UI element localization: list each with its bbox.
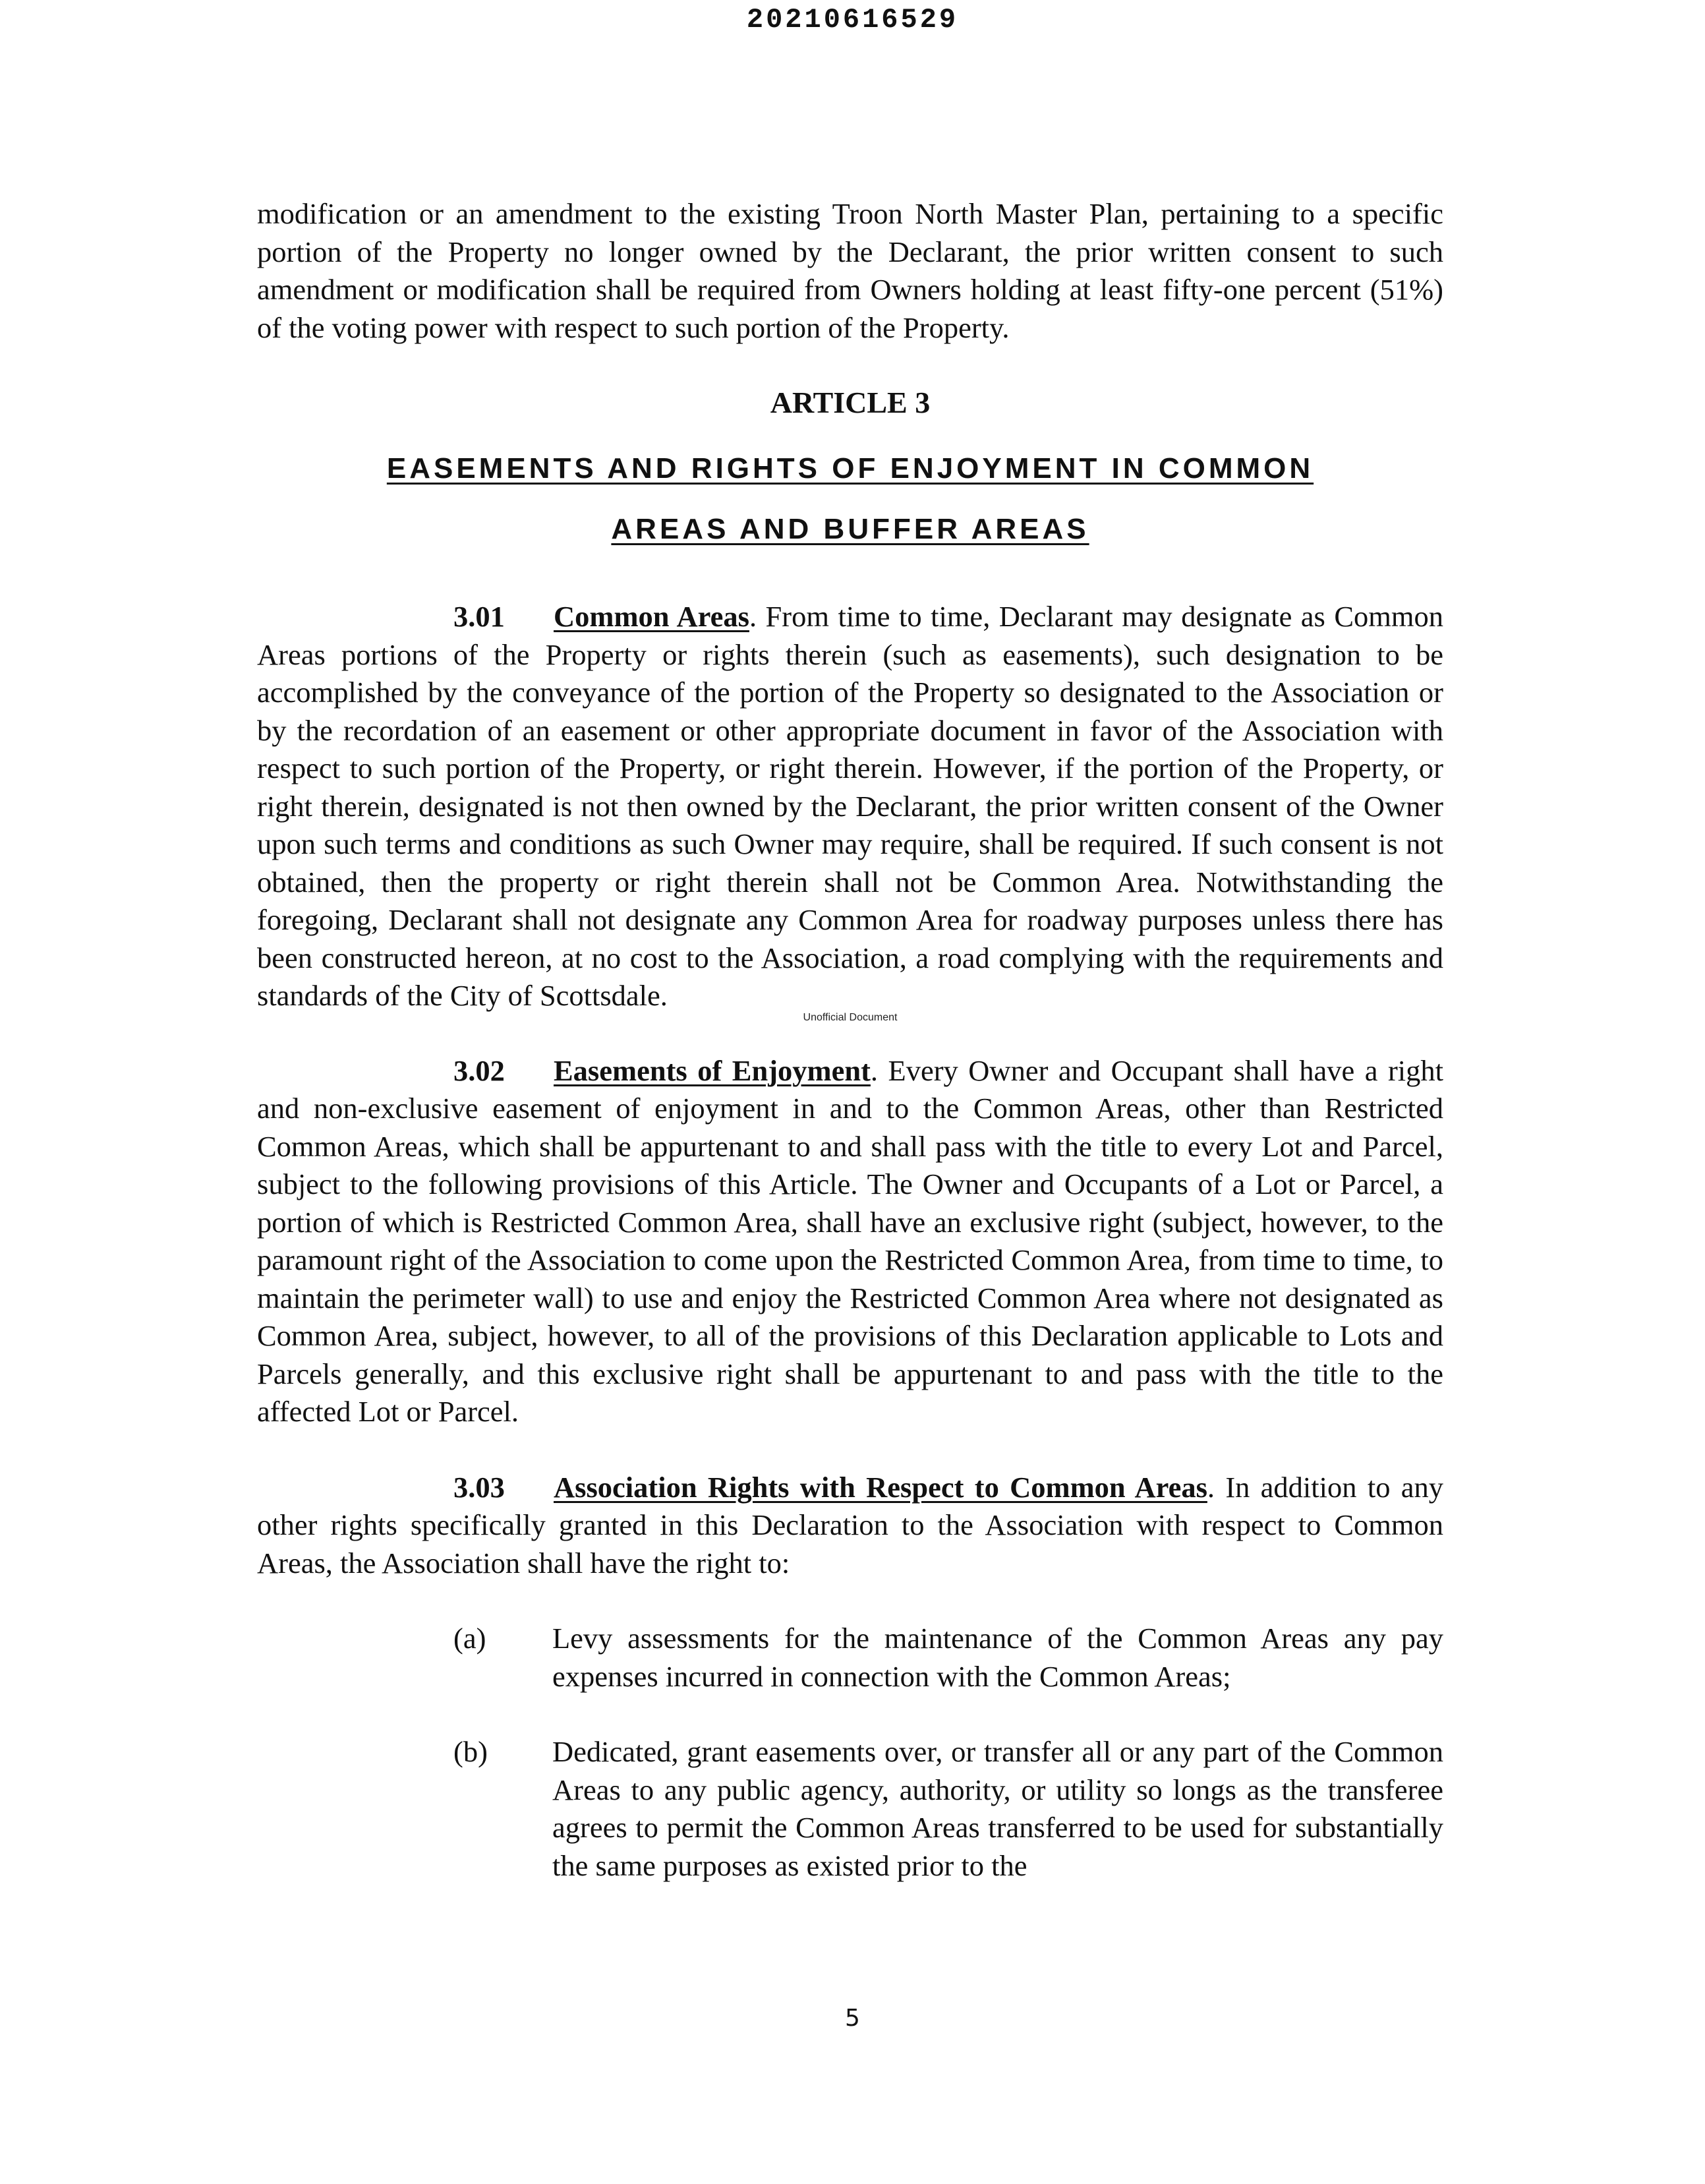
list-item-text: Levy assessments for the maintenance of the Common Areas any pay expenses incurred in connection with the Common Areas; — [552, 1622, 1443, 1693]
recording-number: 20210616529 — [746, 4, 959, 36]
article-heading-line-1 — [257, 438, 1443, 499]
article-heading-line-1-text: EASEMENTS AND RIGHTS OF ENJOYMENT IN COMMON — [386, 452, 1314, 485]
list-item-label: (b) — [453, 1735, 488, 1768]
section-number: 3.01 — [453, 600, 505, 633]
section-3-02 — [257, 1052, 1443, 1431]
section-body: . In addition to any other rights specifically granted in this Declaration to the Association with respect to Common Areas, the Association shall have the right to: — [257, 1470, 1443, 1579]
list-item-b — [257, 1733, 1443, 1885]
section-title: Common Areas — [554, 600, 749, 633]
section-number: 3.03 — [453, 1470, 505, 1504]
unofficial-watermark: Unofficial Document — [803, 1011, 898, 1023]
document-body — [257, 195, 1443, 1885]
section-body: . Every Owner and Occupant shall have a right and non-exclusive easement of enjoyment in and to the Common Areas, other than Restricted Common Areas, which shall be appurtenant to and shall pass with the title to every Lot and Parcel, subject to the following provisions of this Article. The Owner and Occupants of a Lot or Parcel, a portion of which is Restricted Common Area, shall have an exclusive right (subject, however, to the paramount right of the Association to come upon the Restricted Common Area, from time to time, to maintain the perimeter wall) to use and enjoy the Restricted Common Area where not designated as Common Area, subject, however, to all of the provisions of this Declaration applicable to Lots and Parcels generally, and this exclusive right shall be appurtenant to and pass with the title to the affected Lot or Parcel. — [257, 1053, 1443, 1428]
section-body: . From time to time, Declarant may designate as Common Areas portions of the Property or rights therein (such as easements), such designation to be accomplished by the conveyance of the portion of the Property so designated to the Association or by the recordation of an easement or other appropriate document in favor of the Association with respect to such portion of the Property, or right therein. However, if the portion of the Property, or right therein, designated is not then owned by the Declarant, the prior written consent of the Owner upon such terms and conditions as such Owner may require, shall be required. If such consent is not obtained, then the property or right therein shall not be Common Area. Notwithstanding the foregoing, Declarant shall not designate any Common Area for roadway purposes unless there has been constructed hereon, at no cost to the Association, a road complying with the requirements and standards of the City of Scottsdale. — [257, 600, 1443, 1012]
section-3-03 — [257, 1469, 1443, 1583]
section-3-01 — [257, 598, 1443, 1015]
intro-paragraph: modification or an amendment to the existing Troon North Master Plan, pertaining to a specific portion of the Property no longer owned by the Declarant, the prior written consent to such amendment or modification shall be required from Owners holding at least fifty-one percent (51%) of the voting power with respect to such portion of the Property. — [257, 197, 1443, 344]
list-item-text: Dedicated, grant easements over, or transfer all or any part of the Common Areas to any public agency, authority, or utility so longs as the transferee agrees to permit the Common Areas transferred to be used for substantially the same purposes as existed prior to the — [552, 1735, 1443, 1882]
list-item-a — [257, 1620, 1443, 1696]
section-title: Association Rights with Respect to Common Areas — [554, 1470, 1207, 1504]
section-title: Easements of Enjoyment — [554, 1053, 871, 1087]
article-number: ARTICLE 3 — [770, 386, 931, 419]
page-number: 5 — [845, 2005, 860, 2032]
article-heading-line-2 — [257, 499, 1443, 560]
section-number: 3.02 — [453, 1053, 505, 1087]
article-heading-line-2-text: AREAS AND BUFFER AREAS — [611, 513, 1089, 545]
list-item-label: (a) — [453, 1622, 486, 1655]
